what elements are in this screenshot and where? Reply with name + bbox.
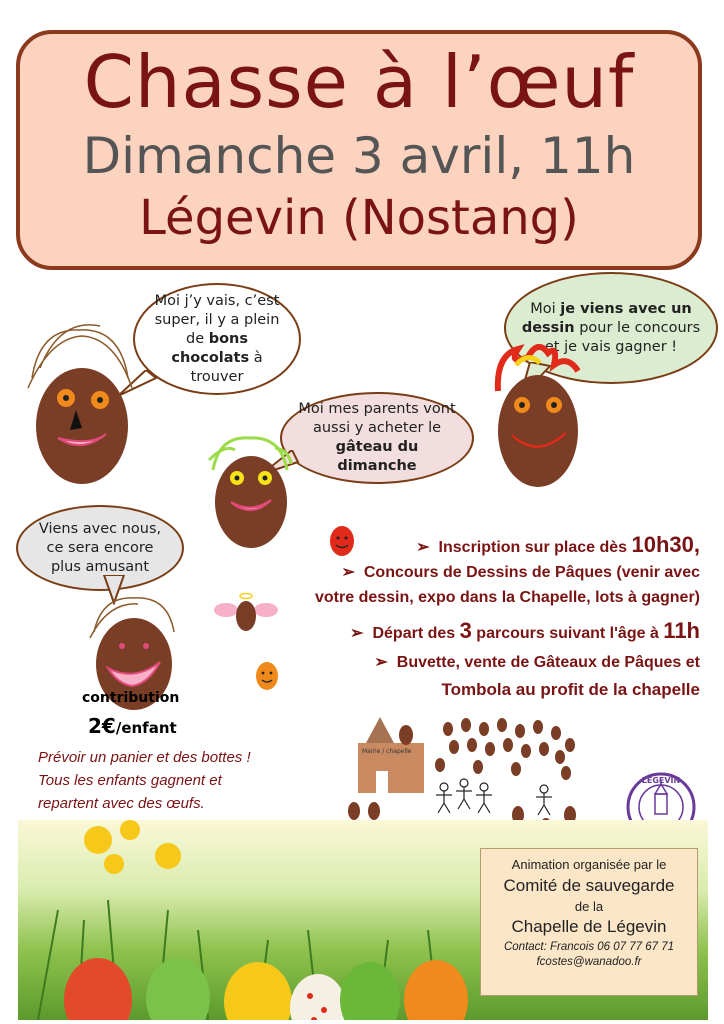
- easter-eggs-illustration: [18, 820, 478, 1020]
- list-item-registration: ➢ Inscription sur place dès 10h30,: [416, 532, 700, 557]
- speech-bubble-chocolates: Moi j’y vais, c’est super, il y a plein de bons chocolats à trouver: [133, 283, 301, 395]
- egg-character-2: [205, 430, 295, 550]
- red-egg-icon: [328, 525, 356, 557]
- list-item-contest-cont: votre dessin, expo dans la Chapelle, lots à gagner): [315, 589, 700, 606]
- contact-phone: Contact: Francois 06 07 77 67 71: [503, 941, 675, 953]
- list-item-buvette: ➢ Buvette, vente de Gâteaux de Pâques et: [374, 654, 700, 671]
- header-banner: [16, 30, 702, 270]
- egg-character-3: [488, 335, 588, 495]
- organizer-name: Comité de sauvegarde: [503, 876, 675, 895]
- speech-bubble-come: Viens avec nous, ce sera encore plus amusant: [16, 505, 184, 591]
- organizer-of: de la: [574, 899, 604, 914]
- organizer-box: [480, 848, 698, 996]
- speech-bubble-cake: Moi mes parents vont aussi y acheter le gâteau du dimanche: [280, 392, 474, 484]
- organizer-chapel: Chapelle de Légevin: [511, 917, 667, 936]
- info-notes: Prévoir un panier et des bottes ! Tous les enfants gagnent et repartent avec des œufs.: [38, 749, 251, 812]
- speech-bubble-drawing: Moi je viens avec un dessin pour le concours et je vais gagner !: [504, 272, 718, 384]
- orange-egg-icon: [254, 660, 280, 692]
- svg-text:LÉGEVIN: LÉGEVIN: [641, 776, 681, 785]
- organizer-intro: Animation organisée par le: [511, 857, 667, 872]
- egg-character-1: [20, 318, 140, 488]
- list-item-start: ➢ Départ des 3 parcours suivant l'âge à 11h: [350, 618, 700, 643]
- contribution-price: 2€/enfant: [88, 714, 177, 738]
- event-date: Dimanche 3 avril, 11h: [82, 127, 636, 185]
- contribution-label: contribution: [82, 690, 180, 706]
- angel-egg-icon: [214, 590, 278, 634]
- page-title: Chasse à l’œuf: [83, 40, 635, 124]
- svg-text:Mairie / chapelle: Mairie / chapelle: [362, 748, 412, 755]
- event-place: Légevin (Nostang): [139, 190, 579, 246]
- contact-email[interactable]: fcostes@wanadoo.fr: [536, 956, 642, 968]
- list-item-tombola: Tombola au profit de la chapelle: [441, 680, 700, 699]
- list-item-contest: ➢ Concours de Dessins de Pâques (venir avec: [341, 564, 700, 581]
